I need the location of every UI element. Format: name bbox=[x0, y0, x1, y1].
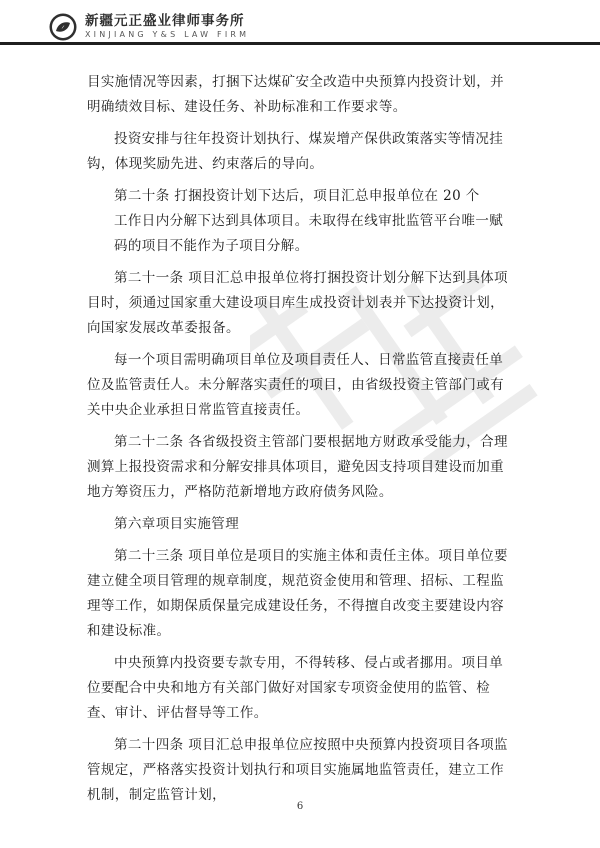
paragraph: 第二十一条 项目汇总申报单位将打捆投资计划分解下达到具体项目时，须通过国家重大建设项目库生成投资计划表并下达投资计划，向国家发展改革委报备。 bbox=[87, 270, 508, 336]
page-number: 6 bbox=[296, 801, 304, 812]
paragraph: 每一个项目需明确项目单位及项目责任人、日常监管直接责任单位及监管责任人。未分解落实责任的项目，由省级投资主管部门或有关中央企业承担日常监管直接责任。 bbox=[87, 352, 504, 418]
paragraph: 第二十二条 各省级投资主管部门要根据地方财政承受能力，合理测算上报投资需求和分解安排具体项目，避免因支持项目建设而加重地方筹资压力，严格防范新增地方政府债务风险。 bbox=[87, 434, 508, 500]
chapter-heading: 第六章项目实施管理 bbox=[114, 516, 240, 532]
paragraph: 第二十四条 项目汇总申报单位应按照中央预算内投资项目各项监管规定，严格落实投资计划执行和项目实施属地监管责任，建立工作机制，制定监管计划， bbox=[87, 737, 508, 803]
paragraph: 中央预算内投资要专款专用，不得转移、侵占或者挪用。项目单位要配合中央和地方有关部门做好对国家专项资金使用的监管、检查、审计、评估督导等工作。 bbox=[87, 655, 504, 721]
paragraph: 投资安排与往年投资计划执行、煤炭增产保供政策落实等情况挂钩，体现奖励先进、约束落后的导向。 bbox=[87, 131, 504, 172]
paragraph: 目实施情况等因素，打捆下达煤矿安全改造中央预算内投资计划，并明确绩效目标、建设任务、补助标准和工作要求等。 bbox=[87, 74, 504, 115]
paragraph: 第二十三条 项目单位是项目的实施主体和责任主体。项目单位要建立健全项目管理的规章制度，规范资金使用和管理、招标、工程监理等工作，如期保质保量完成建设任务，不得擅自改变主要建设内容和建设标准。 bbox=[87, 548, 508, 639]
firm-name-en: XINJIANG Y&S LAW FIRM bbox=[85, 30, 250, 40]
header-divider bbox=[0, 42, 600, 45]
firm-name-cn: 新疆元正盛业律师事务所 bbox=[85, 12, 245, 29]
paragraph: 码的项目不能作为子项目分解。 bbox=[114, 238, 309, 254]
letterhead bbox=[48, 10, 249, 44]
paragraph: 工作日内分解下达到具体项目。未取得在线审批监管平台唯一赋 bbox=[114, 213, 504, 229]
paragraph: 第二十条 打捆投资计划下达后，项目汇总申报单位在 20 个 bbox=[114, 188, 480, 204]
document-body bbox=[87, 70, 517, 815]
firm-logo-icon bbox=[48, 12, 78, 42]
